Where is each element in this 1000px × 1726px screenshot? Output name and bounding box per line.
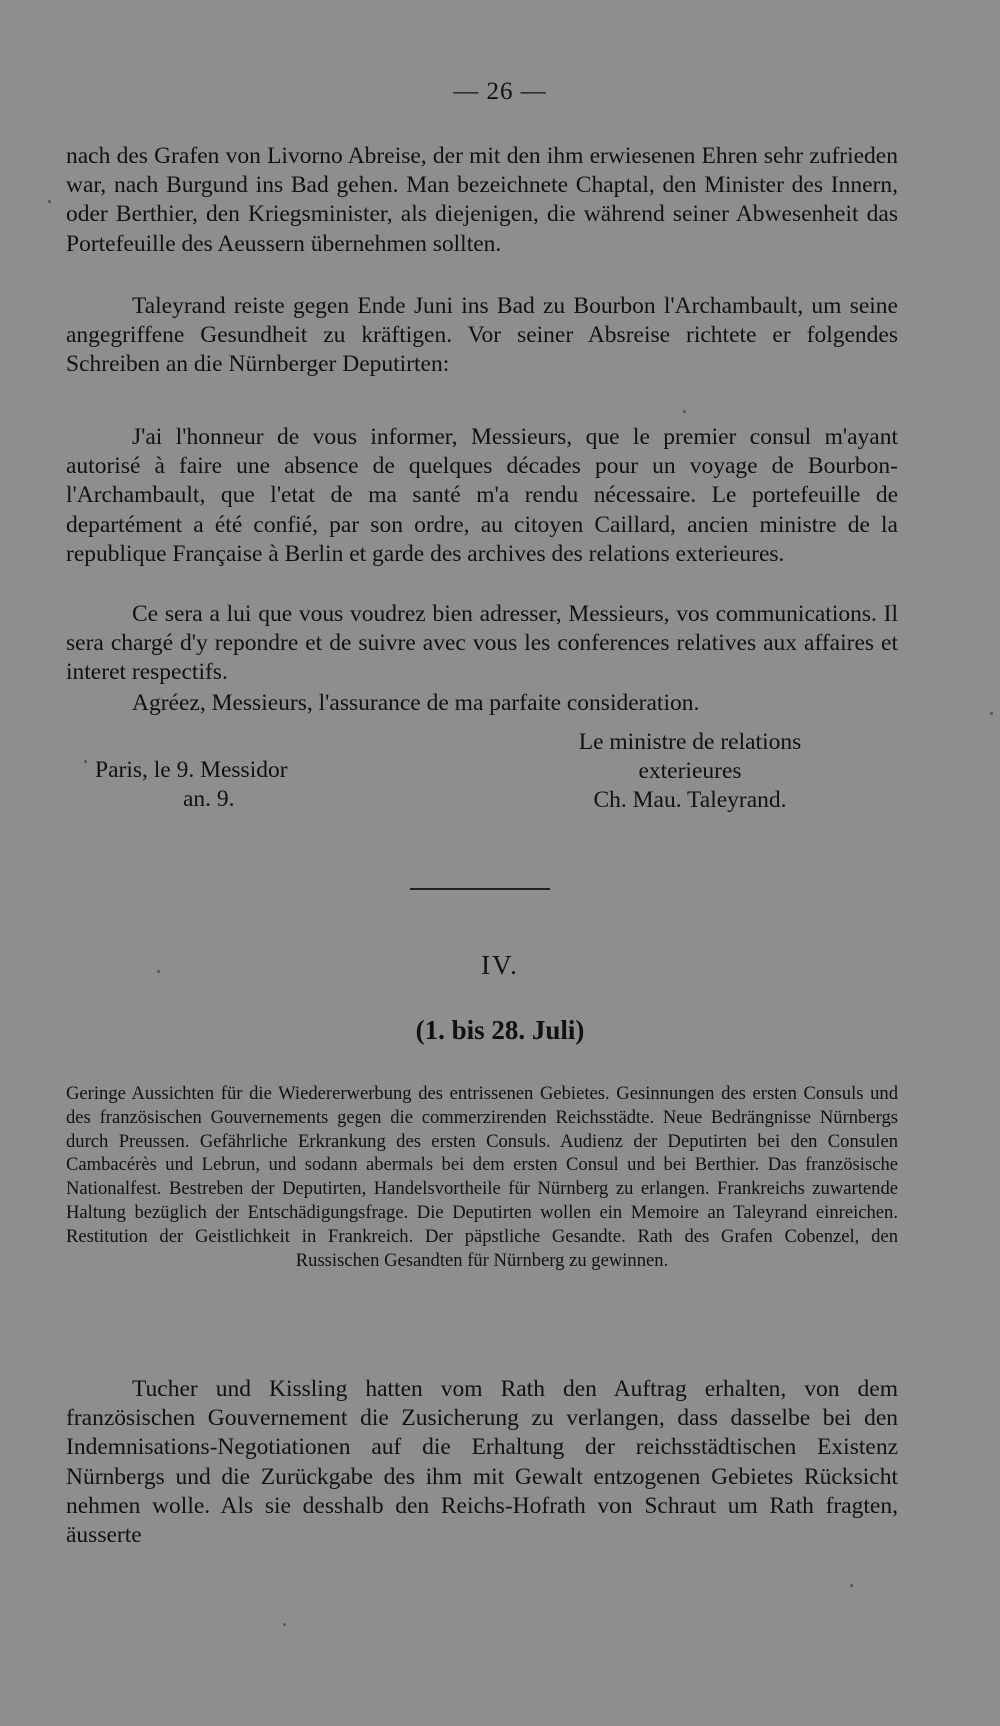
place-date-line-2: an. 9. [183,786,235,813]
page-number: — 26 — [453,78,547,105]
letter-signature [520,728,860,816]
place-date-line-1: Paris, le 9. Messidor [95,757,288,783]
paragraph-1: nach des Grafen von Livorno Abreise, der mit den ihm erwiesenen Ehren sehr zufrieden war, nach Burgund ins Bad gehen. Man bezeichnete Chaptal, den Minister des Innern, oder Berthier, den Kriegsminister, als diejenigen, die während seiner Abwesenheit das Portefeuille des Aeussern übernehmen sollten. [66,143,898,257]
body-paragraph: Tucher und Kissling hatten vom Rath den Auftrag erhalten, von dem französischen Gouvernement die Zusicherung zu verlangen, dass dasselbe bei den Indemnisations-Negotiationen auf die Erhaltung der reichsstädtischen Existenz Nürnbergs und die Zurückgabe des ihm mit Gewalt entzogenen Gebietes Rücksicht nehmen wolle. Als sie desshalb den Reichs-Hofrath von Schraut um Rath fragten, äusserte [66,1376,898,1549]
paragraph-2: Taleyrand reiste gegen Ende Juni ins Bad zu Bourbon l'Archambault, um seine angegriffene Gesundheit zu kräftigen. Vor seiner Absreise richtete er folgendes Schreiben an die Nürnberger Deputirten: [66,293,898,378]
signature-title-2: exterieures [638,758,742,785]
letter-closing: Agréez, Messieurs, l'assurance de ma parfaite consideration. [132,690,700,716]
chapter-summary: Geringe Aussichten für die Wiedererwerbung des entrissenen Gebietes. Gesinnungen des ersten Consuls und des französischen Gouvernements gegen die commerzirenden Reichsstädte. Neue Bedrängnisse Nürnbergs durch Preussen. Gefährliche Erkrankung des ersten Consuls. Audienz der Deputirten bei den Consulen Cambacérès und Lebrun, und sodann abermals bei dem ersten Consul und bei Berthier. Das französische Nationalfest. Bestreben der Deputirten, Handelsvortheile für Nürnberg zu erlangen. Frankreichs zuwartende Haltung bezüglich der Entschädigungsfrage. Die Deputirten wollen ein Memoire an Taleyrand einreichen. Restitution der Geistlichkeit in Frankreich. Der päpstliche Gesandte. Rath des Grafen Cobenzel, den Russischen Gesandten für Nürnberg zu gewinnen. [66,1083,898,1271]
letter-paragraph-1: J'ai l'honneur de vous informer, Messieurs, que le premier consul m'ayant autorisé à faire une absence de quelques décades pour un voyage de Bourbon-l'Archambault, que l'etat de ma santé m'a rendu nécessaire. Le portefeuille de departément a été confié, par son ordre, au citoyen Caillard, ancien ministre de la republique Française à Berlin et garde des archives des relations exterieures. [66,424,898,567]
letter-place-date [95,756,375,814]
letter-paragraph-2: Ce sera a lui que vous voudrez bien adresser, Messieurs, vos communications. Il sera chargé d'y repondre et de suivre avec vous les conferences relatives aux affaires et interet respectifs. [66,601,898,686]
signature-name: Ch. Mau. Taleyrand. [593,787,787,814]
signature-title-1: Le ministre de relations [578,729,802,755]
chapter-number: IV. [481,950,519,980]
chapter-dates: (1. bis 28. Juli) [415,1015,585,1045]
section-divider [410,888,550,890]
